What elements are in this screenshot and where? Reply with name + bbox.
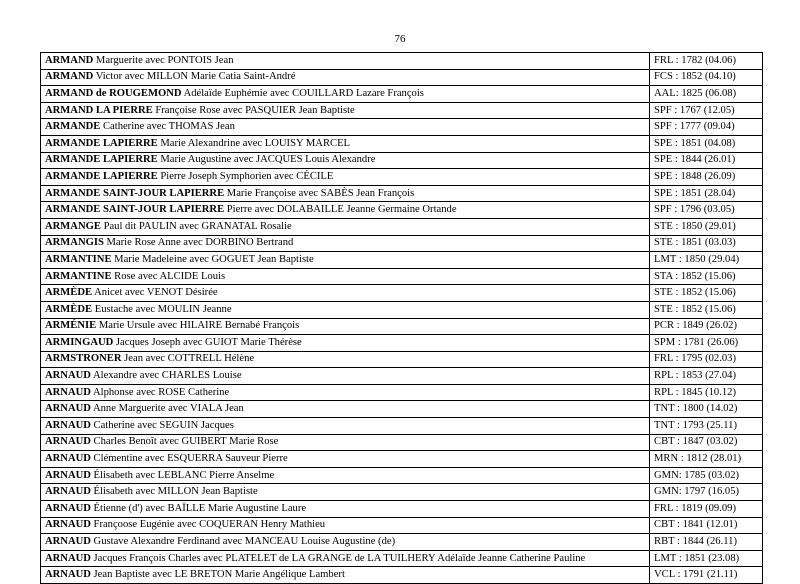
spouse-details: Marie Alexandrine avec LOUISY MARCEL <box>157 137 351 149</box>
parish-date-cell: RPL : 1845 (10.12) <box>650 384 763 401</box>
surname: ARMANGIS <box>45 237 104 249</box>
parish-date-cell: FRL : 1819 (09.09) <box>650 501 763 518</box>
spouse-details: Marie Rose Anne avec DORBINO Bertrand <box>103 237 294 249</box>
parish-date-cell: SPE : 1851 (28.04) <box>650 185 763 202</box>
surname: ARMAND de ROUGEMOND <box>45 87 182 99</box>
couple-cell <box>41 467 650 484</box>
spouse-details: Pierre avec DOLABAILLE Jeanne Germaine Ortande <box>224 204 457 216</box>
couple-cell <box>41 301 650 318</box>
spouse-details: Françoise Rose avec PASQUIER Jean Baptiste <box>152 104 355 116</box>
couple-cell <box>41 268 650 285</box>
parish-date-cell: GMN: 1797 (16.05) <box>650 484 763 501</box>
table-row <box>41 318 763 335</box>
spouse-details: Jean Baptiste avec LE BRETON Marie Angélique Lambert <box>90 569 345 581</box>
table-row <box>41 252 763 269</box>
couple-cell <box>41 368 650 385</box>
page-number: 76 <box>394 33 406 45</box>
table-row <box>41 451 763 468</box>
parish-date-cell: AAL: 1825 (06.08) <box>650 86 763 103</box>
couple-cell <box>41 119 650 136</box>
table-row <box>41 119 763 136</box>
spouse-details: Paul dit PAULIN avec GRANATAL Rosalie <box>100 220 292 232</box>
spouse-details: Marie Françoise avec SABÈS Jean François <box>224 187 415 199</box>
surname: ARMAND <box>45 71 94 83</box>
surname: ARNAUD <box>45 486 91 498</box>
couple-cell <box>41 534 650 551</box>
parish-date-cell: TNT : 1800 (14.02) <box>650 401 763 418</box>
spouse-details: Gustave Alexandre Ferdinand avec MANCEAU Louise Augustine (de) <box>90 536 396 548</box>
surname: ARMANDE LAPIERRE <box>45 154 158 166</box>
couple-cell <box>41 235 650 252</box>
surname: ARMANDE <box>45 121 101 133</box>
surname: ARMAND LA PIERRE <box>45 104 153 116</box>
surname: ARMÈDE <box>45 287 93 299</box>
spouse-details: Clémentine avec ESQUERRA Sauveur Pierre <box>90 453 288 465</box>
spouse-details: Marie Ursule avec HILAIRE Bernabé François <box>96 320 300 332</box>
couple-cell <box>41 86 650 103</box>
surname: ARNAUD <box>45 419 91 431</box>
couple-cell <box>41 152 650 169</box>
surname: ARMÈDE <box>45 303 93 315</box>
parish-date-cell: LMT : 1850 (29.04) <box>650 252 763 269</box>
surname: ARNAUD <box>45 569 91 581</box>
spouse-details: Anicet avec VENOT Désirée <box>92 287 218 299</box>
table-row <box>41 285 763 302</box>
couple-cell <box>41 384 650 401</box>
couple-cell <box>41 218 650 235</box>
couple-cell <box>41 335 650 352</box>
parish-date-cell: SPE : 1844 (26.01) <box>650 152 763 169</box>
couple-cell <box>41 202 650 219</box>
register-body <box>41 53 763 584</box>
parish-date-cell: SPF : 1777 (09.04) <box>650 119 763 136</box>
spouse-details: Catherine avec SEGUIN Jacques <box>90 419 234 431</box>
marriage-register-table <box>40 52 763 584</box>
surname: ARMANTINE <box>45 253 112 265</box>
parish-date-cell: CBT : 1841 (12.01) <box>650 517 763 534</box>
spouse-details: Rose avec ALCIDE Louis <box>111 270 226 282</box>
couple-cell <box>41 102 650 119</box>
couple-cell <box>41 252 650 269</box>
table-row <box>41 301 763 318</box>
couple-cell <box>41 550 650 567</box>
surname: ARMANTINE <box>45 270 112 282</box>
parish-date-cell: STE : 1851 (03.03) <box>650 235 763 252</box>
table-row <box>41 534 763 551</box>
parish-date-cell: FRL : 1782 (04.06) <box>650 53 763 70</box>
couple-cell <box>41 351 650 368</box>
surname: ARNAUD <box>45 436 91 448</box>
table-row <box>41 351 763 368</box>
parish-date-cell: SPF : 1767 (12.05) <box>650 102 763 119</box>
surname: ARNAUD <box>45 469 91 481</box>
table-row <box>41 335 763 352</box>
surname: ARMANDE SAINT-JOUR LAPIERRE <box>45 187 225 199</box>
parish-date-cell: SPM : 1781 (26.06) <box>650 335 763 352</box>
parish-date-cell: FRL : 1795 (02.03) <box>650 351 763 368</box>
spouse-details: Catherine avec THOMAS Jean <box>100 121 235 133</box>
surname: ARNAUD <box>45 453 91 465</box>
spouse-details: Adélaïde Euphémie avec COUILLARD Lazare François <box>181 87 424 99</box>
table-row <box>41 484 763 501</box>
surname: ARMANDE LAPIERRE <box>45 137 158 149</box>
spouse-details: Marie Madeleine avec GOGUET Jean Baptiste <box>111 253 314 265</box>
surname: ARMSTRONER <box>45 353 122 365</box>
parish-date-cell: STE : 1850 (29.01) <box>650 218 763 235</box>
spouse-details: Élisabeth avec LEBLANC Pierre Anselme <box>90 469 275 481</box>
couple-cell <box>41 401 650 418</box>
surname: ARNAUD <box>45 403 91 415</box>
couple-cell <box>41 451 650 468</box>
surname: ARMANGE <box>45 220 101 232</box>
table-row <box>41 467 763 484</box>
couple-cell <box>41 418 650 435</box>
surname: ARNAUD <box>45 370 91 382</box>
parish-date-cell: VCL : 1791 (21.11) <box>650 567 763 584</box>
surname: ARMANDE SAINT-JOUR LAPIERRE <box>45 204 225 216</box>
spouse-details: Anne Marguerite avec VIALA Jean <box>90 403 244 415</box>
couple-cell <box>41 318 650 335</box>
surname: ARMANDE LAPIERRE <box>45 170 158 182</box>
table-row <box>41 418 763 435</box>
table-row <box>41 185 763 202</box>
spouse-details: Étienne (d') avec BAÏLLE Marie Augustine Laure <box>90 502 307 514</box>
couple-cell <box>41 484 650 501</box>
parish-date-cell: GMN: 1785 (03.02) <box>650 467 763 484</box>
surname: ARNAUD <box>45 502 91 514</box>
table-row <box>41 152 763 169</box>
surname: ARNAUD <box>45 552 91 564</box>
surname: ARNAUD <box>45 536 91 548</box>
spouse-details: Marguerite avec PONTOIS Jean <box>93 54 234 66</box>
table-row <box>41 517 763 534</box>
parish-date-cell: RPL : 1853 (27.04) <box>650 368 763 385</box>
spouse-details: Victor avec MILLON Marie Catia Saint-André <box>93 71 296 83</box>
parish-date-cell: SPE : 1848 (26.09) <box>650 169 763 186</box>
couple-cell <box>41 69 650 86</box>
table-row <box>41 69 763 86</box>
parish-date-cell: SPE : 1851 (04.08) <box>650 135 763 152</box>
spouse-details: Alexandre avec CHARLES Louise <box>90 370 242 382</box>
parish-date-cell: MRN : 1812 (28.01) <box>650 451 763 468</box>
couple-cell <box>41 135 650 152</box>
parish-date-cell: PCR : 1849 (26.02) <box>650 318 763 335</box>
parish-date-cell: STE : 1852 (15.06) <box>650 301 763 318</box>
table-row <box>41 202 763 219</box>
spouse-details: Jacques François Charles avec PLATELET de LA GRANGE de LA TUILHERY Adélaïde Jeanne Catherine Pauline <box>90 552 586 564</box>
table-row <box>41 86 763 103</box>
table-row <box>41 384 763 401</box>
couple-cell <box>41 185 650 202</box>
table-row <box>41 102 763 119</box>
parish-date-cell: LMT : 1851 (23.08) <box>650 550 763 567</box>
parish-date-cell: STA : 1852 (15.06) <box>650 268 763 285</box>
couple-cell <box>41 169 650 186</box>
spouse-details: Charles Benoît avec GUIBERT Marie Rose <box>90 436 279 448</box>
spouse-details: Alphonse avec ROSE Catherine <box>90 386 230 398</box>
parish-date-cell: TNT : 1793 (25.11) <box>650 418 763 435</box>
surname: ARMINGAUD <box>45 336 114 348</box>
parish-date-cell: STE : 1852 (15.06) <box>650 285 763 302</box>
table-row <box>41 235 763 252</box>
spouse-details: Élisabeth avec MILLON Jean Baptiste <box>90 486 258 498</box>
table-row <box>41 434 763 451</box>
table-row <box>41 268 763 285</box>
surname: ARMAND <box>45 54 94 66</box>
table-row <box>41 401 763 418</box>
table-row <box>41 218 763 235</box>
couple-cell <box>41 285 650 302</box>
surname: ARNAUD <box>45 386 91 398</box>
table-row <box>41 550 763 567</box>
surname: ARMÉNIE <box>45 320 97 332</box>
couple-cell <box>41 434 650 451</box>
table-row <box>41 368 763 385</box>
couple-cell <box>41 501 650 518</box>
table-row <box>41 53 763 70</box>
couple-cell <box>41 53 650 70</box>
parish-date-cell: FCS : 1852 (04.10) <box>650 69 763 86</box>
parish-date-cell: RBT : 1844 (26.11) <box>650 534 763 551</box>
spouse-details: Marie Augustine avec JACQUES Louis Alexandre <box>157 154 376 166</box>
table-row <box>41 169 763 186</box>
spouse-details: Eustache avec MOULIN Jeanne <box>92 303 232 315</box>
table-row <box>41 567 763 584</box>
couple-cell <box>41 517 650 534</box>
spouse-details: Jacques Joseph avec GUIOT Marie Thérèse <box>113 336 302 348</box>
parish-date-cell: SPF : 1796 (03.05) <box>650 202 763 219</box>
spouse-details: Pierre Joseph Symphorien avec CÉCILE <box>157 170 334 182</box>
spouse-details: Françoose Eugénie avec COQUERAN Henry Mathieu <box>90 519 326 531</box>
table-row <box>41 135 763 152</box>
couple-cell <box>41 567 650 584</box>
table-row <box>41 501 763 518</box>
parish-date-cell: CBT : 1847 (03.02) <box>650 434 763 451</box>
spouse-details: Jean avec COTTRELL Hélène <box>121 353 255 365</box>
surname: ARNAUD <box>45 519 91 531</box>
